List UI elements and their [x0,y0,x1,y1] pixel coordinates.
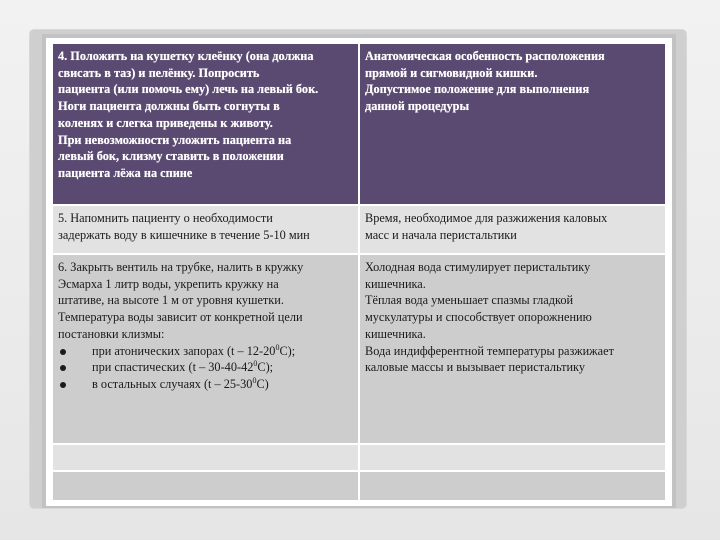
rationale-text-line: масс и начала перистальтики [365,227,517,242]
empty-cell [359,471,665,501]
rationale-text-line: кишечника. [365,276,426,291]
table-row-empty [53,444,665,471]
step-text-line: свисать в таз) и пелёнку. Попросить [58,65,260,80]
rationale-text-line: прямой и сигмовидной кишки. [365,65,538,80]
temperature-list [58,343,353,393]
step-text-line: 5. Напомнить пациенту о необходимости [58,211,273,225]
list-item-unit: С) [256,376,269,391]
table-row [53,254,665,444]
degree-mark: 0 [275,342,280,352]
rationale-text-line: Анатомическая особенность расположения [365,49,605,63]
rationale-text-line: кишечника. [365,326,426,341]
degree-mark: 0 [253,359,258,369]
rationale-cell [359,205,665,254]
rationale-text-line: каловые массы и вызывает перистальтику [365,360,585,375]
step-text-line: задержать воду в кишечнике в течение 5-10 мин [58,227,310,242]
rationale-text-line: Время, необходимое для разжижения каловых [365,211,608,225]
step-text-line: пациента лёжа на спине [58,165,193,180]
step-text-line: 4. Положить на кушетку клеёнку (она должна [58,49,314,63]
step-text-line: При невозможности уложить пациента на [58,132,292,147]
rationale-text-line: Допустимое положение для выполнения [365,82,590,97]
step-text-line: штативе, на высоте 1 м от уровня кушетки. [58,293,284,308]
step-text-line: левый бок, клизму ставить в положении [58,149,284,164]
list-item-unit: С); [257,360,274,375]
step-text-line: Ноги пациента должны быть согнуты в [58,99,280,114]
step-text-line: пациента (или помочь ему) лечь на левый бок. [58,82,319,97]
degree-mark: 0 [252,375,257,385]
bullet-icon [60,382,66,388]
step-cell [53,44,359,205]
rationale-cell [359,254,665,444]
list-item [58,376,353,393]
empty-cell [359,444,665,471]
rationale-text-line: данной процедуры [365,99,470,114]
table-row-empty [53,471,665,501]
empty-cell [53,444,359,471]
rationale-text-line: Холодная вода стимулирует перистальтику [365,260,591,274]
bullet-icon [60,365,66,371]
step-text-line: постановки клизмы: [58,326,165,341]
list-item-text: при атонических запорах (t – 12-20 [92,343,276,358]
empty-cell [53,471,359,501]
rationale-text-line: мускулатуры и способствует опорожнению [365,310,592,325]
list-item-unit: С); [279,343,296,358]
step-text-line: Эсмарха 1 литр воды, укрепить кружку на [58,276,279,291]
list-item [58,343,353,360]
step-text-line: коленях и слегка приведены к животу. [58,115,273,130]
step-cell [53,205,359,254]
bullet-icon [60,349,66,355]
step-text-line: Температура воды зависит от конкретной цели [58,310,303,325]
rationale-text-line: Тёплая вода уменьшает спазмы гладкой [365,293,574,308]
list-item-text: в остальных случаях (t – 25-30 [92,376,253,391]
list-item-text: при спастических (t – 30-40-42 [92,360,254,375]
table-row [53,205,665,254]
procedure-table [53,44,665,502]
list-item [58,359,353,376]
step-text-line: 6. Закрыть вентиль на трубке, налить в кружку [58,260,304,274]
rationale-text-line: Вода индифферентной температуры разжижает [365,343,614,358]
step-cell [53,254,359,444]
rationale-cell [359,44,665,205]
table-row [53,44,665,205]
